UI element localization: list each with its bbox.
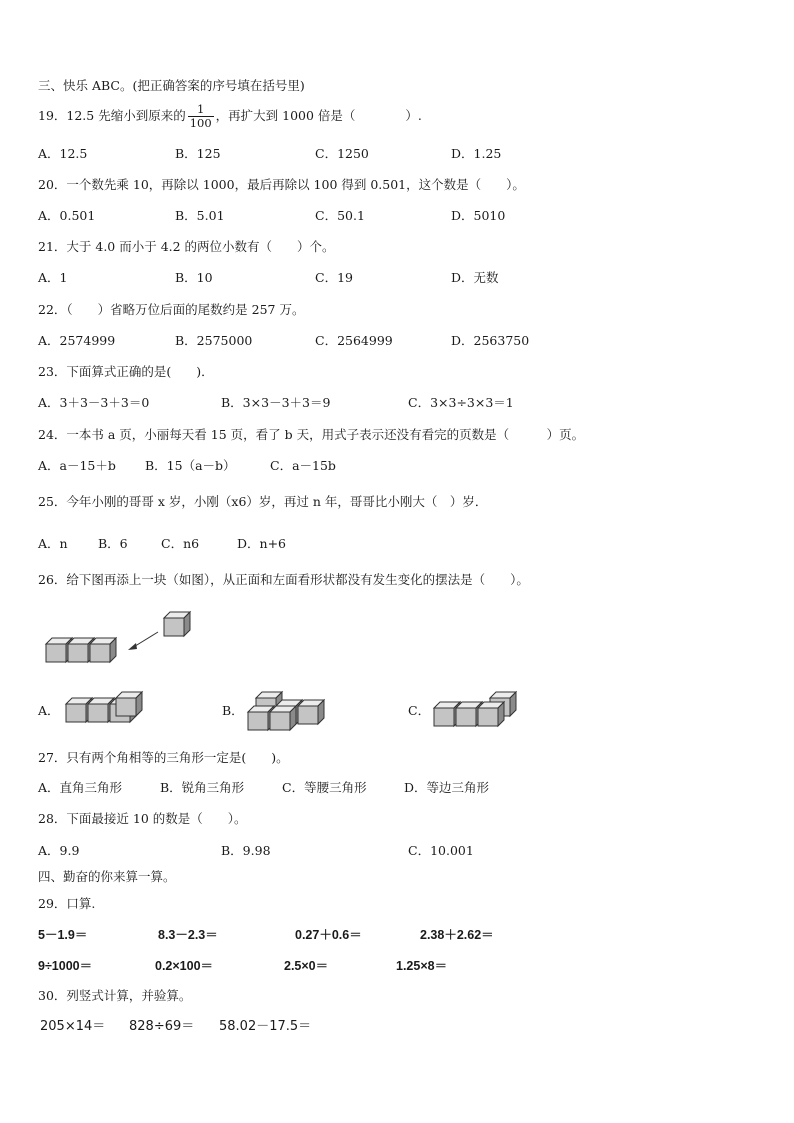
option-a: A．9.9 — [38, 843, 80, 858]
option-d: D．2563750 — [451, 333, 530, 348]
option-a: A．n — [38, 536, 68, 551]
option-a: A．a－15＋b — [38, 458, 116, 473]
calc-item: 8.3－2.3＝ — [158, 928, 218, 942]
option-c: C． — [408, 703, 431, 718]
option-c: C．3×3÷3×3＝1 — [408, 395, 514, 410]
option-b: B．9.98 — [221, 843, 271, 858]
question-19 — [38, 101, 422, 131]
calc-item: 2.5×0＝ — [284, 959, 329, 973]
question-27: 27．只有两个角相等的三角形一定是( )。 — [38, 750, 289, 765]
calc-item: 1.25×8＝ — [396, 959, 448, 973]
question-19-pre: 19．12.5 先缩小到原来的 — [38, 108, 186, 123]
question-30: 30．列竖式计算，并验算。 — [38, 988, 192, 1003]
option-d: D．1.25 — [451, 146, 502, 161]
option-a: A．1 — [38, 270, 68, 285]
option-b: B．6 — [98, 536, 128, 551]
option-a: A．直角三角形 — [38, 780, 123, 795]
option-d: D．无数 — [451, 270, 499, 285]
section-4-heading: 四、勤奋的你来算一算。 — [38, 869, 176, 884]
calc-item: 0.27＋0.6＝ — [295, 928, 362, 942]
question-23: 23．下面算式正确的是( )． — [38, 364, 214, 379]
fraction — [188, 103, 214, 130]
option-b: B．10 — [175, 270, 213, 285]
calc-item: 828÷69＝ — [129, 1019, 195, 1034]
option-a: A．2574999 — [38, 333, 116, 348]
option-a: A． — [38, 703, 60, 718]
question-19-post: ，再扩大到 1000 倍是（ ）. — [215, 108, 422, 123]
cube-figure-option-c — [432, 690, 532, 730]
calc-item: 0.2×100＝ — [155, 959, 214, 973]
option-a: A．3＋3－3＋3＝0 — [38, 395, 150, 410]
fraction-numerator: 1 — [188, 103, 214, 117]
cube-figure-option-a — [64, 690, 154, 726]
option-c: C．2564999 — [315, 333, 393, 348]
option-c: C．n6 — [161, 536, 200, 551]
option-c: C．1250 — [315, 146, 369, 161]
option-c: C．10.001 — [408, 843, 474, 858]
cube-figure-base — [44, 608, 204, 664]
question-26: 26．给下图再添上一块（如图），从正面和左面看形状都没有发生变化的摆法是（ ）。 — [38, 572, 529, 587]
fraction-denominator: 100 — [189, 116, 212, 130]
option-c: C．19 — [315, 270, 353, 285]
question-28: 28．下面最接近 10 的数是（ ）。 — [38, 811, 247, 826]
question-21: 21．大于 4.0 而小于 4.2 的两位小数有（ ）个。 — [38, 239, 335, 254]
question-20: 20．一个数先乘 10，再除以 1000，最后再除以 100 得到 0.501，这个数是（ ）。 — [38, 177, 525, 192]
option-b: B．2575000 — [175, 333, 253, 348]
option-b: B． — [222, 703, 244, 718]
calc-item: 5－1.9＝ — [38, 928, 88, 942]
option-b: B．125 — [175, 146, 221, 161]
question-22: 22．（ ）省略万位后面的尾数约是 257 万。 — [38, 302, 305, 317]
calc-item: 9÷1000＝ — [38, 959, 93, 973]
option-d: D．5010 — [451, 208, 506, 223]
question-29: 29．口算. — [38, 896, 96, 911]
option-d: D．n+6 — [237, 536, 286, 551]
calc-item: 2.38＋2.62＝ — [420, 928, 494, 942]
option-a: A．0.501 — [38, 208, 96, 223]
option-d: D．等边三角形 — [404, 780, 490, 795]
option-c: C．a－15b — [270, 458, 336, 473]
option-c: C．等腰三角形 — [282, 780, 367, 795]
question-25: 25．今年小刚的哥哥 x 岁，小刚（x6）岁，再过 n 年，哥哥比小刚大（ ）岁． — [38, 494, 488, 509]
section-3-heading: 三、快乐 ABC。(把正确答案的序号填在括号里) — [38, 78, 305, 93]
option-b: B．3×3－3＋3＝9 — [221, 395, 331, 410]
calc-item: 58.02－17.5＝ — [219, 1019, 312, 1034]
option-a: A．12.5 — [38, 146, 88, 161]
option-c: C．50.1 — [315, 208, 365, 223]
cube-figure-option-b — [246, 690, 346, 736]
calc-item: 205×14＝ — [40, 1019, 106, 1034]
option-b: B．15（a－b） — [145, 458, 236, 473]
question-24: 24．一本书 a 页，小丽每天看 15 页，看了 b 天，用式子表示还没有看完的页数是（ ）页。 — [38, 427, 585, 442]
option-b: B．5.01 — [175, 208, 225, 223]
option-b: B．锐角三角形 — [160, 780, 245, 795]
